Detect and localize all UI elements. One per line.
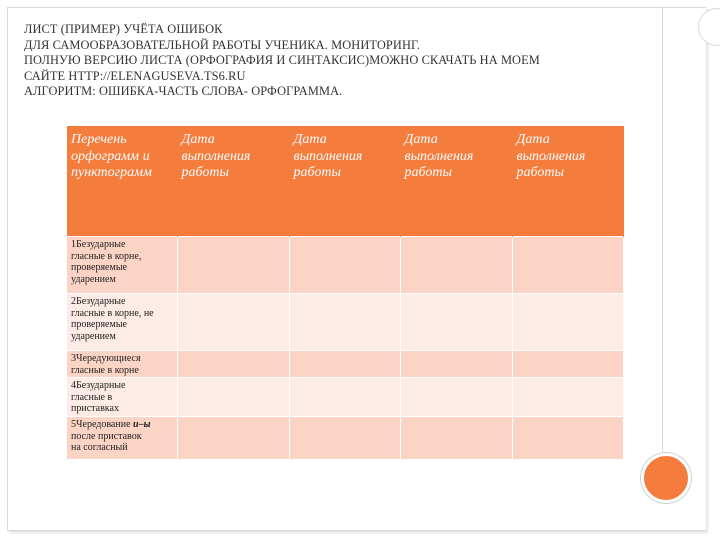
row-label: 3Чередующиеся гласные в корне (67, 351, 177, 378)
table-row (67, 417, 623, 460)
column-header-date-4: Дата выполнения работы (512, 126, 623, 237)
row-label: 5Чередование и–ы после приставок на согласный (67, 417, 177, 460)
date-cell[interactable] (177, 417, 289, 460)
date-cell[interactable] (177, 294, 289, 351)
header-line-4 (24, 69, 664, 85)
column-header-date-3: Дата выполнения работы (400, 126, 512, 237)
header-line-3: ПОЛНУЮ ВЕРСИЮ ЛИСТА (ОРФОГРАФИЯ И СИНТАКСИС)МОЖНО СКАЧАТЬ НА МОЕМ (24, 53, 540, 67)
date-cell[interactable] (512, 378, 623, 417)
date-cell[interactable] (177, 378, 289, 417)
column-header-list: Перечень орфограмм и пунктограмм (67, 126, 177, 237)
date-cell[interactable] (289, 351, 400, 378)
date-cell[interactable] (289, 237, 400, 294)
row-label: 1Безударные гласные в корне, проверяемые ударением (67, 237, 177, 294)
date-cell[interactable] (512, 237, 623, 294)
row-label: 4Безударные гласные в приставках (67, 378, 177, 417)
table-row (67, 237, 623, 294)
date-cell[interactable] (512, 417, 623, 460)
date-cell[interactable] (400, 378, 512, 417)
date-cell[interactable] (512, 294, 623, 351)
column-header-date-2: Дата выполнения работы (289, 126, 400, 237)
column-header-date-1: Дата выполнения работы (177, 126, 289, 237)
row-label: 2Безударные гласные в корне, не проверяемые ударением (67, 294, 177, 351)
table-header-row (67, 126, 623, 237)
header-line-1: ЛИСТ (ПРИМЕР) УЧЁТА ОШИБОК (24, 22, 223, 36)
date-cell[interactable] (400, 237, 512, 294)
date-cell[interactable] (289, 417, 400, 460)
date-cell[interactable] (400, 351, 512, 378)
site-link[interactable]: HTTP://ELENAGUSEVA.TS6.RU (68, 68, 246, 83)
header-line-5: АЛГОРИТМ: ОШИБКА-ЧАСТЬ СЛОВА- ОРФОГРАММА. (24, 84, 343, 98)
table-row (67, 351, 623, 378)
table-row (67, 378, 623, 417)
error-tracking-table (67, 126, 624, 460)
date-cell[interactable] (177, 237, 289, 294)
date-cell[interactable] (512, 351, 623, 378)
date-cell[interactable] (177, 351, 289, 378)
slide-header (24, 22, 664, 100)
header-line-4-prefix: САЙТЕ (24, 68, 69, 83)
date-cell[interactable] (400, 294, 512, 351)
date-cell[interactable] (400, 417, 512, 460)
table-row (67, 294, 623, 351)
decorative-circle-bottom (641, 453, 691, 503)
header-line-2: ДЛЯ САМООБРАЗОВАТЕЛЬНОЙ РАБОТЫ УЧЕНИКА. МОНИТОРИНГ. (24, 37, 421, 52)
date-cell[interactable] (289, 294, 400, 351)
date-cell[interactable] (289, 378, 400, 417)
